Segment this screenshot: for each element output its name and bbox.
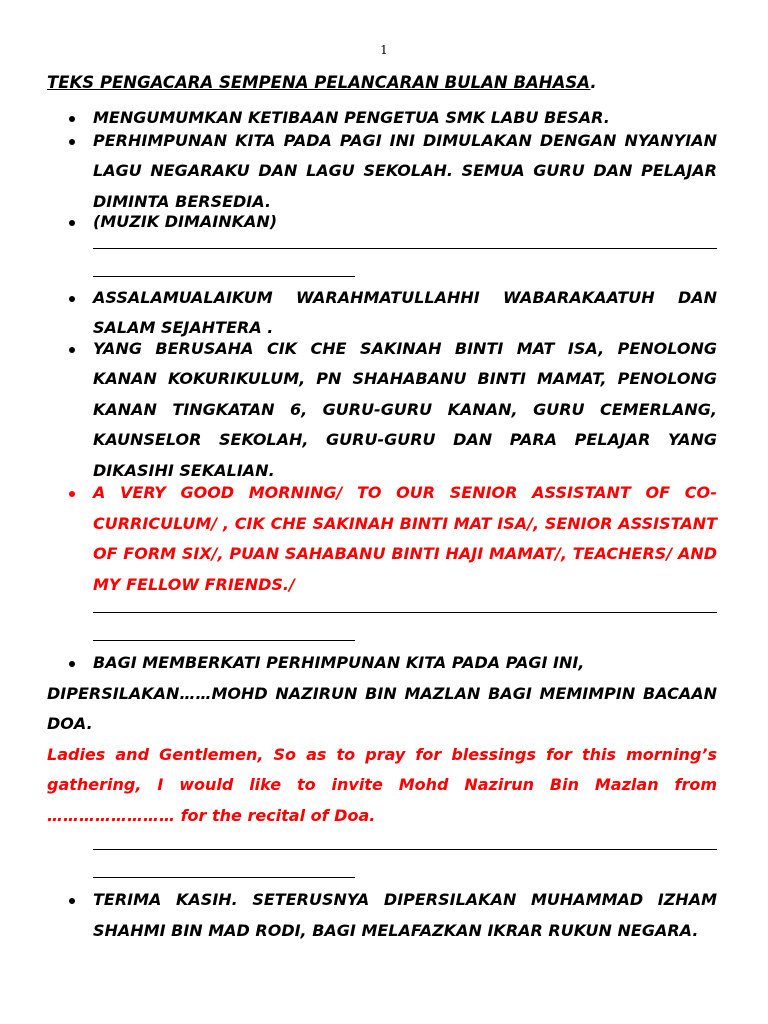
doa-paragraph: DIPERSILAKAN……MOHD NAZIRUN BIN MAZLAN BAGI MEMIMPIN BACAAN DOA.	[47, 683, 717, 733]
list-item-text: (MUZIK DIMAINKAN)	[93, 212, 278, 231]
blank-line	[93, 594, 717, 624]
list-item-text: A VERY GOOD MORNING/ TO OUR SENIOR ASSISTANT OF CO-CURRICULUM/ , CIK CHE SAKINAH BINTI MAT ISA/, SENIOR ASSISTANT OF FORM SIX/, PUAN SAHABANU BINTI HAJI MAMAT/, TEACHERS/ AND MY FELLOW FRIENDS./	[93, 483, 717, 594]
bullet-icon	[69, 116, 75, 122]
document-body	[47, 103, 717, 946]
english-doa-paragraph: Ladies and Gentlemen, So as to pray for blessings for this morning’s gathering, I would like to invite Mohd Nazirun Bin Mazlan from …………………… for the recital of Doa.	[47, 744, 717, 825]
list-item-text: MENGUMUMKAN KETIBAAN PENGETUA SMK LABU BESAR.	[93, 108, 610, 127]
list-item-text: PERHIMPUNAN KITA PADA PAGI INI DIMULAKAN DENGAN NYANYIAN LAGU NEGARAKU DAN LAGU SEKOLAH. SEMUA GURU DAN PELAJAR DIMINTA BERSEDIA.	[93, 130, 717, 211]
bullet-icon	[69, 347, 75, 353]
title-text: TEKS PENGACARA SEMPENA PELANCARAN BULAN BAHASA	[47, 73, 591, 92]
list-item	[47, 648, 717, 679]
list-item-text: YANG BERUSAHA CIK CHE SAKINAH BINTI MAT ISA, PENOLONG KANAN KOKURIKULUM, PN SHAHABANU BINTI MAMAT, PENOLONG KANAN TINGKATAN 6, GURU-GURU KANAN, GURU CEMERLANG, KAUNSELOR SEKOLAH, GURU-GURU DAN PARA PELAJAR YANG DIKASIHI SEKALIAN.	[93, 338, 717, 480]
blank-line	[93, 831, 717, 861]
document-title	[47, 73, 597, 92]
bullet-icon	[69, 661, 75, 667]
blank-line	[93, 230, 717, 260]
list-item	[47, 126, 717, 218]
bullet-icon	[69, 220, 75, 226]
list-item	[47, 885, 717, 946]
list-item-text: BAGI MEMBERKATI PERHIMPUNAN KITA PADA PAGI INI,	[93, 653, 585, 672]
bullet-icon	[69, 296, 75, 302]
page-number: 1	[380, 43, 388, 57]
list-item-text: ASSALAMUALAIKUM WARAHMATULLAHHI WABARAKAATUH DAN SALAM SEJAHTERA .	[93, 287, 717, 337]
bullet-icon	[69, 491, 75, 497]
list-item-english	[47, 478, 717, 600]
list-item	[47, 334, 717, 487]
bullet-icon	[69, 139, 75, 145]
list-item-text: TERIMA KASIH. SETERUSNYA DIPERSILAKAN MUHAMMAD IZHAM SHAHMI BIN MAD RODI, BAGI MELAFAZKAN IKRAR RUKUN NEGARA.	[93, 890, 717, 940]
title-period: .	[590, 73, 597, 92]
bullet-icon	[69, 898, 75, 904]
